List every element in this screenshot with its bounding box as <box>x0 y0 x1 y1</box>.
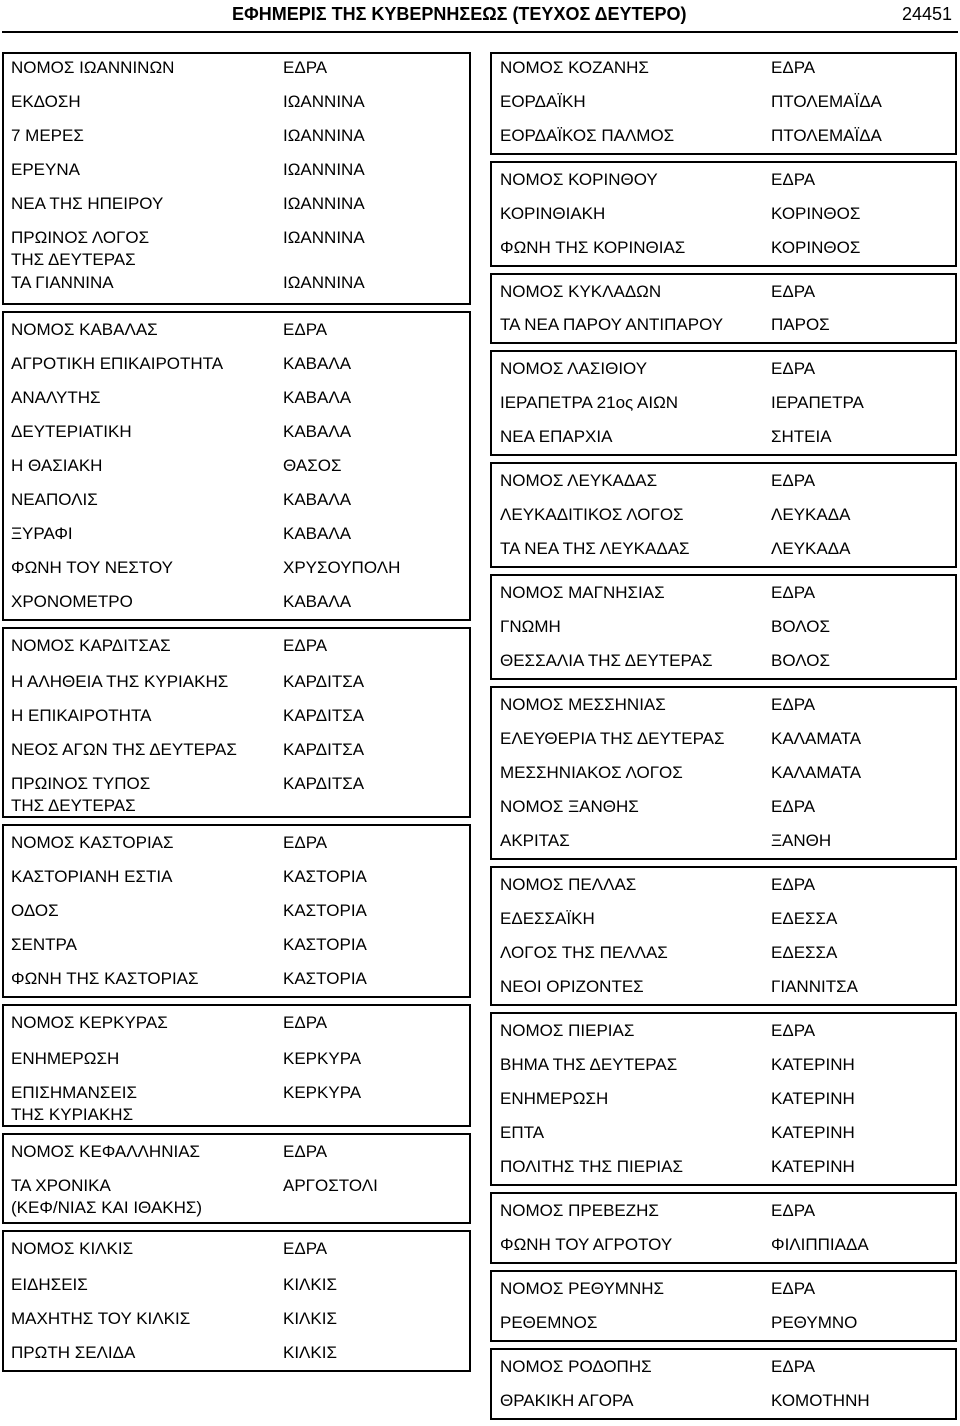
publication-name: ΔΕΥΤΕΡΙΑΤΙΚΗ <box>11 422 132 441</box>
publication-name: ΣΕΝΤΡΑ <box>11 935 77 954</box>
publication-name: Η ΕΠΙΚΑΙΡΟΤΗΤΑ <box>11 706 152 725</box>
publication-seat: ΛΕΥΚΑΔΑ <box>771 505 851 524</box>
publication-name: ΦΩΝΗ ΤΗΣ ΚΟΡΙΝΘΙΑΣ <box>500 238 686 257</box>
publication-seat: ΞΑΝΘΗ <box>771 831 832 850</box>
publication-row <box>492 1306 955 1340</box>
publication-name: ΝΕΑ ΤΗΣ ΗΠΕΙΡΟΥ <box>11 194 164 213</box>
prefecture-name: ΝΟΜΟΣ ΚΟΡΙΝΘΟΥ <box>500 170 658 189</box>
publication-seat: ΚΑΒΑΛΑ <box>283 422 352 441</box>
publication-name: ΤΑ ΝΕΑ ΠΑΡΟΥ ΑΝΤΙΠΑΡΟΥ <box>500 315 724 334</box>
publication-row <box>492 790 955 824</box>
prefecture-header-row <box>4 1232 469 1268</box>
publication-seat: ΠΤΟΛΕΜΑΪΔΑ <box>771 92 882 111</box>
publication-row <box>4 1076 469 1125</box>
publication-name: Η ΘΑΣΙΑΚΗ <box>11 456 103 475</box>
publication-row <box>4 585 469 619</box>
seat-header: ΕΔΡΑ <box>771 1021 816 1040</box>
publication-seat: ΛΕΥΚΑΔΑ <box>771 539 851 558</box>
seat-header: ΕΔΡΑ <box>283 1013 328 1032</box>
publication-name: 7 ΜΕΡΕΣ <box>11 126 84 145</box>
prefecture-header-row <box>492 1350 955 1384</box>
publication-name: ΤΑ ΝΕΑ ΤΗΣ ΛΕΥΚΑΔΑΣ <box>500 539 690 558</box>
publication-seat: ΚΑΒΑΛΑ <box>283 524 352 543</box>
publication-name: ΝΕΟΙ ΟΡΙΖΟΝΤΕΣ <box>500 977 644 996</box>
seat-header: ΕΔΡΑ <box>771 58 816 77</box>
publication-row <box>492 197 955 231</box>
seat-header: ΕΔΡΑ <box>283 1239 328 1258</box>
publication-row <box>4 699 469 733</box>
seat-header: ΕΔΡΑ <box>771 1357 816 1376</box>
publication-row <box>492 610 955 644</box>
seat-header: ΕΔΡΑ <box>771 1201 816 1220</box>
prefecture-name: ΝΟΜΟΣ ΛΑΣΙΘΙΟΥ <box>500 359 648 378</box>
publication-seat: ΕΔΕΣΣΑ <box>771 909 838 928</box>
publication-seat: ΚΑΒΑΛΑ <box>283 490 352 509</box>
left-prefecture-group <box>2 1133 471 1224</box>
publication-seat: ΚΕΡΚΥΡΑ <box>283 1083 362 1102</box>
publication-seat: ΚΑΒΑΛΑ <box>283 388 352 407</box>
publication-seat: ΒΟΛΟΣ <box>771 651 830 670</box>
publication-row <box>492 231 955 265</box>
prefecture-name: ΝΟΜΟΣ ΜΑΓΝΗΣΙΑΣ <box>500 583 665 602</box>
gazette-title: ΕΦΗΜΕΡΙΣ ΤΗΣ ΚΥΒΕΡΝΗΣΕΩΣ (ΤΕΥΧΟΣ ΔΕΥΤΕΡΟ) <box>232 4 687 24</box>
prefecture-name: ΝΟΜΟΣ ΚΥΚΛΑΔΩΝ <box>500 282 662 301</box>
publication-seat: ΧΡΥΣΟΥΠΟΛΗ <box>283 558 401 577</box>
seat-header: ΕΔΡΑ <box>283 58 328 77</box>
publication-seat: ΚΙΛΚΙΣ <box>283 1309 337 1328</box>
publication-row <box>492 644 955 678</box>
publication-name: ΝΕΑΠΟΛΙΣ <box>11 490 98 509</box>
prefecture-header-row <box>4 54 469 85</box>
publication-name: ΕΝΗΜΕΡΩΣΗ <box>11 1049 120 1068</box>
publication-seat: ΚΑΤΕΡΙΝΗ <box>771 1055 855 1074</box>
publication-seat: ΓΙΑΝΝΙΤΣΑ <box>771 977 858 996</box>
right-prefecture-group <box>490 1012 957 1186</box>
publication-seat: ΒΟΛΟΣ <box>771 617 830 636</box>
publication-seat: ΙΩΑΝΝΙΝΑ <box>283 126 365 145</box>
publication-name: Η ΑΛΗΘΕΙΑ ΤΗΣ ΚΥΡΙΑΚΗΣ <box>11 672 229 691</box>
publication-row <box>4 1302 469 1336</box>
prefecture-header-row <box>492 1194 955 1228</box>
publication-row <box>4 347 469 381</box>
publication-seat: ΣΗΤΕΙΑ <box>771 427 832 446</box>
publication-row <box>492 85 955 119</box>
publication-seat: ΚΑΣΤΟΡΙΑ <box>283 935 367 954</box>
publication-name: ΠΡΩΤΗ ΣΕΛΙΔΑ <box>11 1343 136 1362</box>
left-prefecture-group <box>2 824 471 998</box>
right-prefecture-group <box>490 1270 957 1342</box>
publication-name: ΤΑ ΓΙΑΝΝΙΝΑ <box>11 273 114 292</box>
left-prefecture-group <box>2 311 471 621</box>
seat-header: ΕΔΡΑ <box>771 1279 816 1298</box>
publication-row <box>4 153 469 187</box>
right-prefecture-group <box>490 1192 957 1264</box>
publication-row <box>4 449 469 483</box>
publication-row <box>4 221 469 269</box>
prefecture-header-row <box>492 1014 955 1048</box>
publication-seat: ΚΑΣΤΟΡΙΑ <box>283 969 367 988</box>
publication-name: ΞΥΡΑΦΙ <box>11 524 73 543</box>
publication-row <box>492 1082 955 1116</box>
publication-seat: ΙΩΑΝΝΙΝΑ <box>283 228 365 247</box>
publication-row <box>4 733 469 767</box>
publication-name: ΓΝΩΜΗ <box>500 617 561 636</box>
publication-seat: ΚΙΛΚΙΣ <box>283 1343 337 1362</box>
seat-header: ΕΔΡΑ <box>771 583 816 602</box>
publication-name: ΠΡΩΙΝΟΣ ΤΥΠΟΣ ΤΗΣ ΔΕΥΤΕΡΑΣ <box>11 774 151 815</box>
publication-seat: ΚΑΡΔΙΤΣΑ <box>283 774 365 793</box>
publication-name: ΕΛΕΥΘΕΡΙΑ ΤΗΣ ΔΕΥΤΕΡΑΣ <box>500 729 725 748</box>
publication-row <box>492 119 955 153</box>
publication-row <box>492 970 955 1004</box>
publication-name: ΘΡΑΚΙΚΗ ΑΓΟΡΑ <box>500 1391 634 1410</box>
publication-row <box>492 1384 955 1418</box>
prefecture-name: ΝΟΜΟΣ ΙΩΑΝΝΙΝΩΝ <box>11 58 175 77</box>
publication-seat: ΚΕΡΚΥΡΑ <box>283 1049 362 1068</box>
publication-row <box>4 266 469 303</box>
publication-name: ΑΝΑΛΥΤΗΣ <box>11 388 101 407</box>
left-prefecture-group <box>2 52 471 305</box>
publication-name: ΕΝΗΜΕΡΩΣΗ <box>500 1089 609 1108</box>
seat-header: ΕΔΡΑ <box>771 359 816 378</box>
right-prefecture-group <box>490 462 957 568</box>
publication-seat: ΕΔΕΣΣΑ <box>771 943 838 962</box>
publication-row <box>4 1169 469 1222</box>
publication-name: ΟΔΟΣ <box>11 901 59 920</box>
publication-row <box>4 894 469 928</box>
prefecture-name: ΝΟΜΟΣ ΡΕΘΥΜΝΗΣ <box>500 1279 665 1298</box>
prefecture-name: ΝΟΜΟΣ ΛΕΥΚΑΔΑΣ <box>500 471 658 490</box>
seat-header: ΕΔΡΑ <box>283 636 328 655</box>
right-column <box>490 52 957 1426</box>
prefecture-header-row <box>4 1006 469 1042</box>
publication-name: ΠΡΩΙΝΟΣ ΛΟΓΟΣ ΤΗΣ ΔΕΥΤΕΡΑΣ <box>11 228 150 269</box>
publication-row <box>492 756 955 790</box>
publication-name: ΕΠΤΑ <box>500 1123 545 1142</box>
publication-name: ΑΓΡΟΤΙΚΗ ΕΠΙΚΑΙΡΟΤΗΤΑ <box>11 354 224 373</box>
publication-name: ΠΟΛΙΤΗΣ ΤΗΣ ΠΙΕΡΙΑΣ <box>500 1157 683 1176</box>
prefecture-name: ΝΟΜΟΣ ΚΑΣΤΟΡΙΑΣ <box>11 833 174 852</box>
publication-seat: ΚΑΣΤΟΡΙΑ <box>283 901 367 920</box>
publication-name: ΕΟΡΔΑΪΚΗ <box>500 92 586 111</box>
publication-row <box>4 415 469 449</box>
prefecture-name: ΝΟΜΟΣ ΠΙΕΡΙΑΣ <box>500 1021 635 1040</box>
publication-row <box>492 308 955 342</box>
publication-seat: ΚΑΛΑΜΑΤΑ <box>771 729 862 748</box>
publication-seat: ΚΟΡΙΝΘΟΣ <box>771 204 861 223</box>
publication-row <box>4 1268 469 1302</box>
publication-seat: ΚΑΤΕΡΙΝΗ <box>771 1157 855 1176</box>
publication-seat: ΙΩΑΝΝΙΝΑ <box>283 92 365 111</box>
seat-header: ΕΔΡΑ <box>771 170 816 189</box>
prefecture-name: ΝΟΜΟΣ ΚΑΒΑΛΑΣ <box>11 320 158 339</box>
publication-name: ΦΩΝΗ ΤΟΥ ΝΕΣΤΟΥ <box>11 558 173 577</box>
publication-seat: ΚΟΡΙΝΘΟΣ <box>771 238 861 257</box>
publication-row <box>492 1048 955 1082</box>
prefecture-header-row <box>492 1272 955 1306</box>
publication-name: ΑΚΡΙΤΑΣ <box>500 831 570 850</box>
right-prefecture-group <box>490 52 957 155</box>
publication-name: ΚΑΣΤΟΡΙΑΝΗ ΕΣΤΙΑ <box>11 867 173 886</box>
publication-name: ΦΩΝΗ ΤΟΥ ΑΓΡΟΤΟΥ <box>500 1235 673 1254</box>
publication-name: ΕΙΔΗΣΕΙΣ <box>11 1275 88 1294</box>
prefecture-header-row <box>492 464 955 498</box>
prefecture-name: ΝΟΜΟΣ ΜΕΣΣΗΝΙΑΣ <box>500 695 666 714</box>
publication-seat: ΚΑΛΑΜΑΤΑ <box>771 763 862 782</box>
seat-header: ΕΔΡΑ <box>283 320 328 339</box>
publication-name: ΜΑΧΗΤΗΣ ΤΟΥ ΚΙΛΚΙΣ <box>11 1309 191 1328</box>
publication-name: ΡΕΘΕΜΝΟΣ <box>500 1313 598 1332</box>
seat-header: ΕΔΡΑ <box>771 282 816 301</box>
publication-name: ΕΚΔΟΣΗ <box>11 92 81 111</box>
left-column <box>2 52 471 1378</box>
publication-seat: ΑΡΓΟΣΤΟΛΙ <box>283 1176 378 1195</box>
publication-name: ΕΟΡΔΑΪΚΟΣ ΠΑΛΜΟΣ <box>500 126 675 145</box>
right-prefecture-group <box>490 686 957 860</box>
publication-seat: ΚΑΒΑΛΑ <box>283 592 352 611</box>
prefecture-name: ΝΟΜΟΣ ΚΟΖΑΝΗΣ <box>500 58 649 77</box>
publication-row <box>4 119 469 153</box>
left-prefecture-group <box>2 627 471 818</box>
publication-row <box>492 498 955 532</box>
publication-seat: ΚΑΡΔΙΤΣΑ <box>283 740 365 759</box>
publication-row <box>4 483 469 517</box>
publication-row <box>4 1336 469 1370</box>
publication-name: ΝΕΑ ΕΠΑΡΧΙΑ <box>500 427 613 446</box>
publication-seat: ΙΩΑΝΝΙΝΑ <box>283 273 365 292</box>
publication-name: ΜΕΣΣΗΝΙΑΚΟΣ ΛΟΓΟΣ <box>500 763 683 782</box>
publication-row <box>4 381 469 415</box>
right-prefecture-group <box>490 350 957 456</box>
publication-row <box>4 860 469 894</box>
publication-name: ΧΡΟΝΟΜΕΤΡΟ <box>11 592 133 611</box>
publication-row <box>492 420 955 454</box>
publication-row <box>492 1150 955 1184</box>
publication-seat: ΦΙΛΙΠΠΙΑΔΑ <box>771 1235 869 1254</box>
seat-header: ΕΔΡΑ <box>771 695 816 714</box>
publication-name: ΦΩΝΗ ΤΗΣ ΚΑΣΤΟΡΙΑΣ <box>11 969 199 988</box>
seat-header: ΕΔΡΑ <box>771 471 816 490</box>
right-prefecture-group <box>490 161 957 267</box>
publication-name: ΤΑ ΧΡΟΝΙΚΑ (ΚΕΦ/ΝΙΑΣ ΚΑΙ ΙΘΑΚΗΣ) <box>11 1176 203 1217</box>
left-prefecture-group <box>2 1004 471 1127</box>
prefecture-name: ΝΟΜΟΣ ΠΕΛΛΑΣ <box>500 875 637 894</box>
publication-name: ΝΕΟΣ ΑΓΩΝ ΤΗΣ ΔΕΥΤΕΡΑΣ <box>11 740 237 759</box>
publication-row <box>492 902 955 936</box>
right-prefecture-group <box>490 574 957 680</box>
prefecture-header-row <box>492 868 955 902</box>
publication-row <box>492 1228 955 1262</box>
publication-seat: ΚΟΜΟΤΗΝΗ <box>771 1391 870 1410</box>
publication-row <box>492 722 955 756</box>
publication-row <box>4 928 469 962</box>
publication-name: ΕΡΕΥΝΑ <box>11 160 80 179</box>
prefecture-header-row <box>492 576 955 610</box>
publication-row <box>4 85 469 119</box>
publication-name: ΕΔΕΣΣΑΪΚΗ <box>500 909 595 928</box>
right-prefecture-group <box>490 866 957 1006</box>
publication-name: ΒΗΜΑ ΤΗΣ ΔΕΥΤΕΡΑΣ <box>500 1055 678 1074</box>
page-header <box>0 0 960 34</box>
publication-row <box>4 665 469 699</box>
prefecture-header-row <box>492 352 955 386</box>
publication-name: ΘΕΣΣΑΛΙΑ ΤΗΣ ΔΕΥΤΕΡΑΣ <box>500 651 713 670</box>
publication-seat: ΚΑΡΔΙΤΣΑ <box>283 672 365 691</box>
publication-row <box>492 386 955 420</box>
publication-name: ΕΠΙΣΗΜΑΝΣΕΙΣ ΤΗΣ ΚΥΡΙΑΚΗΣ <box>11 1083 137 1124</box>
prefecture-header-row <box>4 313 469 347</box>
publication-seat: ΚΑΣΤΟΡΙΑ <box>283 867 367 886</box>
publication-row <box>492 824 955 858</box>
prefecture-name: ΝΟΜΟΣ ΚΕΡΚΥΡΑΣ <box>11 1013 168 1032</box>
seat-header: ΕΔΡΑ <box>283 833 328 852</box>
publication-row <box>492 1116 955 1150</box>
publication-seat: ΠΑΡΟΣ <box>771 315 830 334</box>
publication-seat: ΙΕΡΑΠΕΤΡΑ <box>771 393 864 412</box>
publication-row <box>492 936 955 970</box>
publication-row <box>4 187 469 221</box>
publication-seat: ΘΑΣΟΣ <box>283 456 342 475</box>
prefecture-name: ΝΟΜΟΣ ΚΙΛΚΙΣ <box>11 1239 134 1258</box>
prefecture-name: ΝΟΜΟΣ ΚΕΦΑΛΛΗΝΙΑΣ <box>11 1142 201 1161</box>
publication-name: ΝΟΜΟΣ ΞΑΝΘΗΣ <box>500 797 639 816</box>
publication-seat: ΚΑΤΕΡΙΝΗ <box>771 1123 855 1142</box>
publication-row <box>4 1042 469 1076</box>
publication-name: ΚΟΡΙΝΘΙΑΚΗ <box>500 204 606 223</box>
publication-row <box>492 532 955 566</box>
page-number: 24451 <box>901 4 952 24</box>
prefecture-header-row <box>492 54 955 85</box>
left-prefecture-group <box>2 1230 471 1372</box>
right-prefecture-group <box>490 273 957 344</box>
prefecture-header-row <box>492 163 955 197</box>
publication-name: ΛΟΓΟΣ ΤΗΣ ΠΕΛΛΑΣ <box>500 943 668 962</box>
publication-seat: ΚΑΡΔΙΤΣΑ <box>283 706 365 725</box>
publication-row <box>4 962 469 996</box>
publication-seat: ΕΔΡΑ <box>771 797 816 816</box>
seat-header: ΕΔΡΑ <box>283 1142 328 1161</box>
publication-seat: ΠΤΟΛΕΜΑΪΔΑ <box>771 126 882 145</box>
publication-name: ΛΕΥΚΑΔΙΤΙΚΟΣ ΛΟΓΟΣ <box>500 505 684 524</box>
publication-seat: ΚΑΒΑΛΑ <box>283 354 352 373</box>
prefecture-name: ΝΟΜΟΣ ΚΑΡΔΙΤΣΑΣ <box>11 636 171 655</box>
publication-row <box>4 517 469 551</box>
publication-row <box>4 551 469 585</box>
prefecture-header-row <box>492 275 955 308</box>
prefecture-header-row <box>4 1135 469 1169</box>
prefecture-name: ΝΟΜΟΣ ΠΡΕΒΕΖΗΣ <box>500 1201 659 1220</box>
prefecture-header-row <box>492 688 955 722</box>
publication-seat: ΚΙΛΚΙΣ <box>283 1275 337 1294</box>
publication-name: ΙΕΡΑΠΕΤΡΑ 21ος ΑΙΩΝ <box>500 393 679 412</box>
header-rule <box>2 31 958 33</box>
publication-row <box>4 767 469 816</box>
prefecture-name: ΝΟΜΟΣ ΡΟΔΟΠΗΣ <box>500 1357 652 1376</box>
publication-seat: ΚΑΤΕΡΙΝΗ <box>771 1089 855 1108</box>
publication-seat: ΡΕΘΥΜΝΟ <box>771 1313 858 1332</box>
right-prefecture-group <box>490 1348 957 1420</box>
prefecture-header-row <box>4 826 469 860</box>
publication-seat: ΙΩΑΝΝΙΝΑ <box>283 194 365 213</box>
prefecture-header-row <box>4 629 469 665</box>
seat-header: ΕΔΡΑ <box>771 875 816 894</box>
publication-seat: ΙΩΑΝΝΙΝΑ <box>283 160 365 179</box>
